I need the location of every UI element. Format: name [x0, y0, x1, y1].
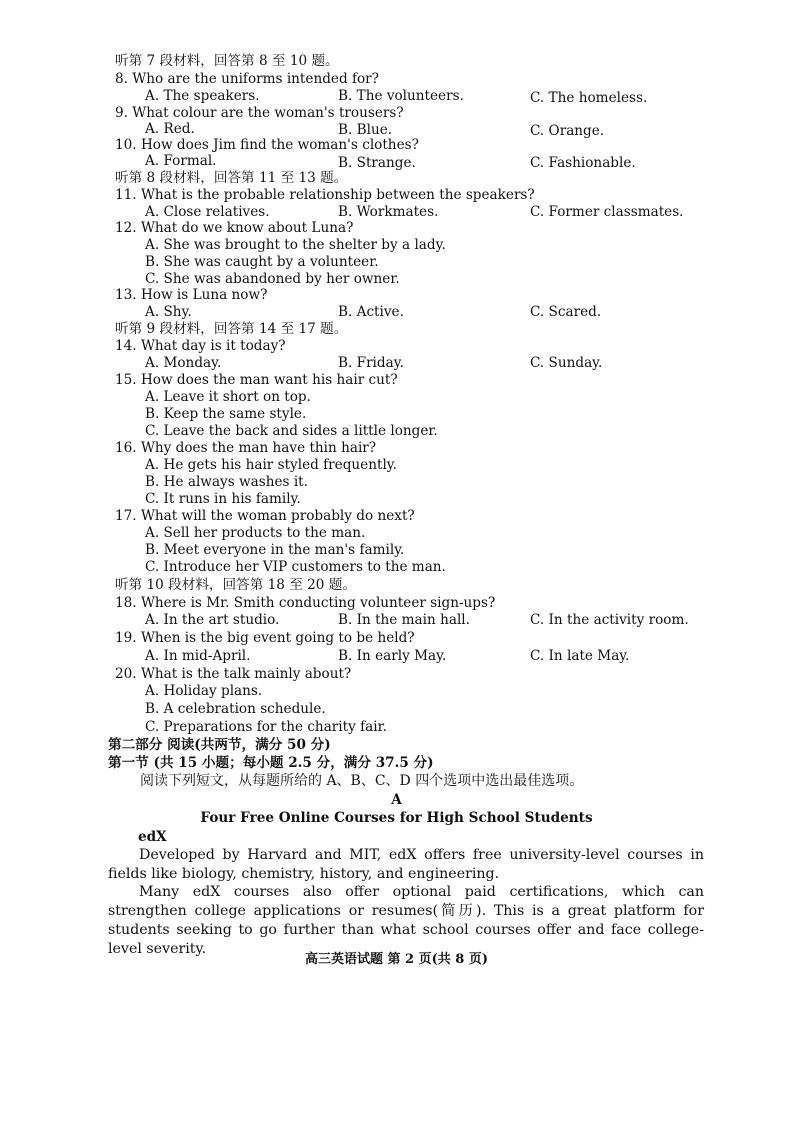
question-19-option-c: C. In late May.	[530, 648, 630, 664]
question-13-option-a: A. Shy.	[145, 304, 192, 320]
section-header-8: 听第 8 段材料，回答第 11 至 13 题。	[115, 170, 348, 186]
question-15-option-a: A. Leave it short on top.	[145, 389, 311, 405]
question-14-option-b: B. Friday.	[338, 355, 404, 371]
question-9-option-b: B. Blue.	[338, 122, 393, 138]
question-8: 8. Who are the uniforms intended for?	[115, 71, 379, 87]
passage-paragraph-1: Developed by Harvard and MIT, edX offers free university-level courses in fields like biology, chemistry, history, and engineering.	[108, 847, 704, 882]
question-8-option-c: C. The homeless.	[530, 90, 648, 106]
question-13-option-c: C. Scared.	[530, 304, 602, 320]
question-14-option-a: A. Monday.	[145, 355, 222, 371]
question-15: 15. How does the man want his hair cut?	[115, 372, 398, 388]
page-footer: 高三英语试题 第 2 页(共 8 页)	[304, 952, 489, 967]
reading-instruction: 阅读下列短文，从每题所给的 A、B、C、D 四个选项中选出最佳选项。	[140, 773, 584, 789]
question-12: 12. What do we know about Luna?	[115, 220, 354, 236]
question-17-option-c: C. Introduce her VIP customers to the man.	[145, 559, 446, 575]
question-17-option-b: B. Meet everyone in the man's family.	[145, 542, 405, 558]
question-8-option-b: B. The volunteers.	[338, 88, 464, 104]
question-20-option-a: A. Holiday plans.	[145, 683, 263, 699]
question-9-option-c: C. Orange.	[530, 123, 605, 139]
question-19-option-b: B. In early May.	[338, 648, 447, 664]
question-10-option-a: A. Formal.	[145, 153, 217, 169]
question-8-option-a: A. The speakers.	[145, 88, 260, 104]
question-10-option-c: C. Fashionable.	[530, 155, 636, 171]
section-header-10: 听第 10 段材料，回答第 18 至 20 题。	[115, 577, 356, 593]
question-15-option-c: C. Leave the back and sides a little longer.	[145, 423, 438, 439]
question-18: 18. Where is Mr. Smith conducting volunteer sign-ups?	[115, 595, 496, 611]
section-header-7: 听第 7 段材料，回答第 8 至 10 题。	[115, 53, 339, 69]
question-11-option-c: C. Former classmates.	[530, 204, 684, 220]
question-18-option-c: C. In the activity room.	[530, 612, 689, 628]
passage-letter: A	[391, 792, 402, 808]
question-20-option-b: B. A celebration schedule.	[145, 701, 326, 717]
question-13: 13. How is Luna now?	[115, 287, 268, 303]
question-16-option-c: C. It runs in his family.	[145, 491, 301, 507]
question-9-option-a: A. Red.	[145, 121, 195, 137]
question-12-option-c: C. She was abandoned by her owner.	[145, 271, 400, 287]
passage-subhead: edX	[138, 829, 167, 845]
part2-section1-heading: 第一节 (共 15 小题；每小题 2.5 分，满分 37.5 分)	[108, 755, 434, 771]
question-20: 20. What is the talk mainly about?	[115, 666, 352, 682]
question-11-option-a: A. Close relatives.	[145, 204, 270, 220]
question-19-option-a: A. In mid-April.	[145, 648, 251, 664]
question-18-option-b: B. In the main hall.	[338, 612, 470, 628]
passage-title: Four Free Online Courses for High School Students	[200, 810, 593, 826]
question-10-option-b: B. Strange.	[338, 155, 416, 171]
question-11-option-b: B. Workmates.	[338, 204, 439, 220]
question-16-option-a: A. He gets his hair styled frequently.	[145, 457, 397, 473]
section-header-9: 听第 9 段材料，回答第 14 至 17 题。	[115, 321, 348, 337]
question-17: 17. What will the woman probably do next?	[115, 508, 415, 524]
question-18-option-a: A. In the art studio.	[145, 612, 280, 628]
question-20-option-c: C. Preparations for the charity fair.	[145, 719, 387, 735]
question-19: 19. When is the big event going to be held?	[115, 630, 415, 646]
question-12-option-a: A. She was brought to the shelter by a lady.	[145, 237, 446, 253]
question-9: 9. What colour are the woman's trousers?	[115, 105, 404, 121]
question-14-option-c: C. Sunday.	[530, 355, 603, 371]
question-16: 16. Why does the man have thin hair?	[115, 440, 377, 456]
question-17-option-a: A. Sell her products to the man.	[145, 525, 366, 541]
part2-heading: 第二部分 阅读(共两节，满分 50 分)	[108, 737, 331, 753]
question-14: 14. What day is it today?	[115, 338, 286, 354]
question-13-option-b: B. Active.	[338, 304, 404, 320]
question-16-option-b: B. He always washes it.	[145, 474, 308, 490]
passage-paragraph-2: Many edX courses also offer optional paid certifications, which can strengthen college applications or resumes(简历). This is a great platform for students seeking to go further than what school courses offer and face college-level severity.	[108, 884, 704, 957]
question-15-option-b: B. Keep the same style.	[145, 406, 307, 422]
question-11: 11. What is the probable relationship between the speakers?	[115, 187, 535, 203]
question-12-option-b: B. She was caught by a volunteer.	[145, 254, 379, 270]
question-10: 10. How does Jim find the woman's clothes?	[115, 137, 419, 153]
